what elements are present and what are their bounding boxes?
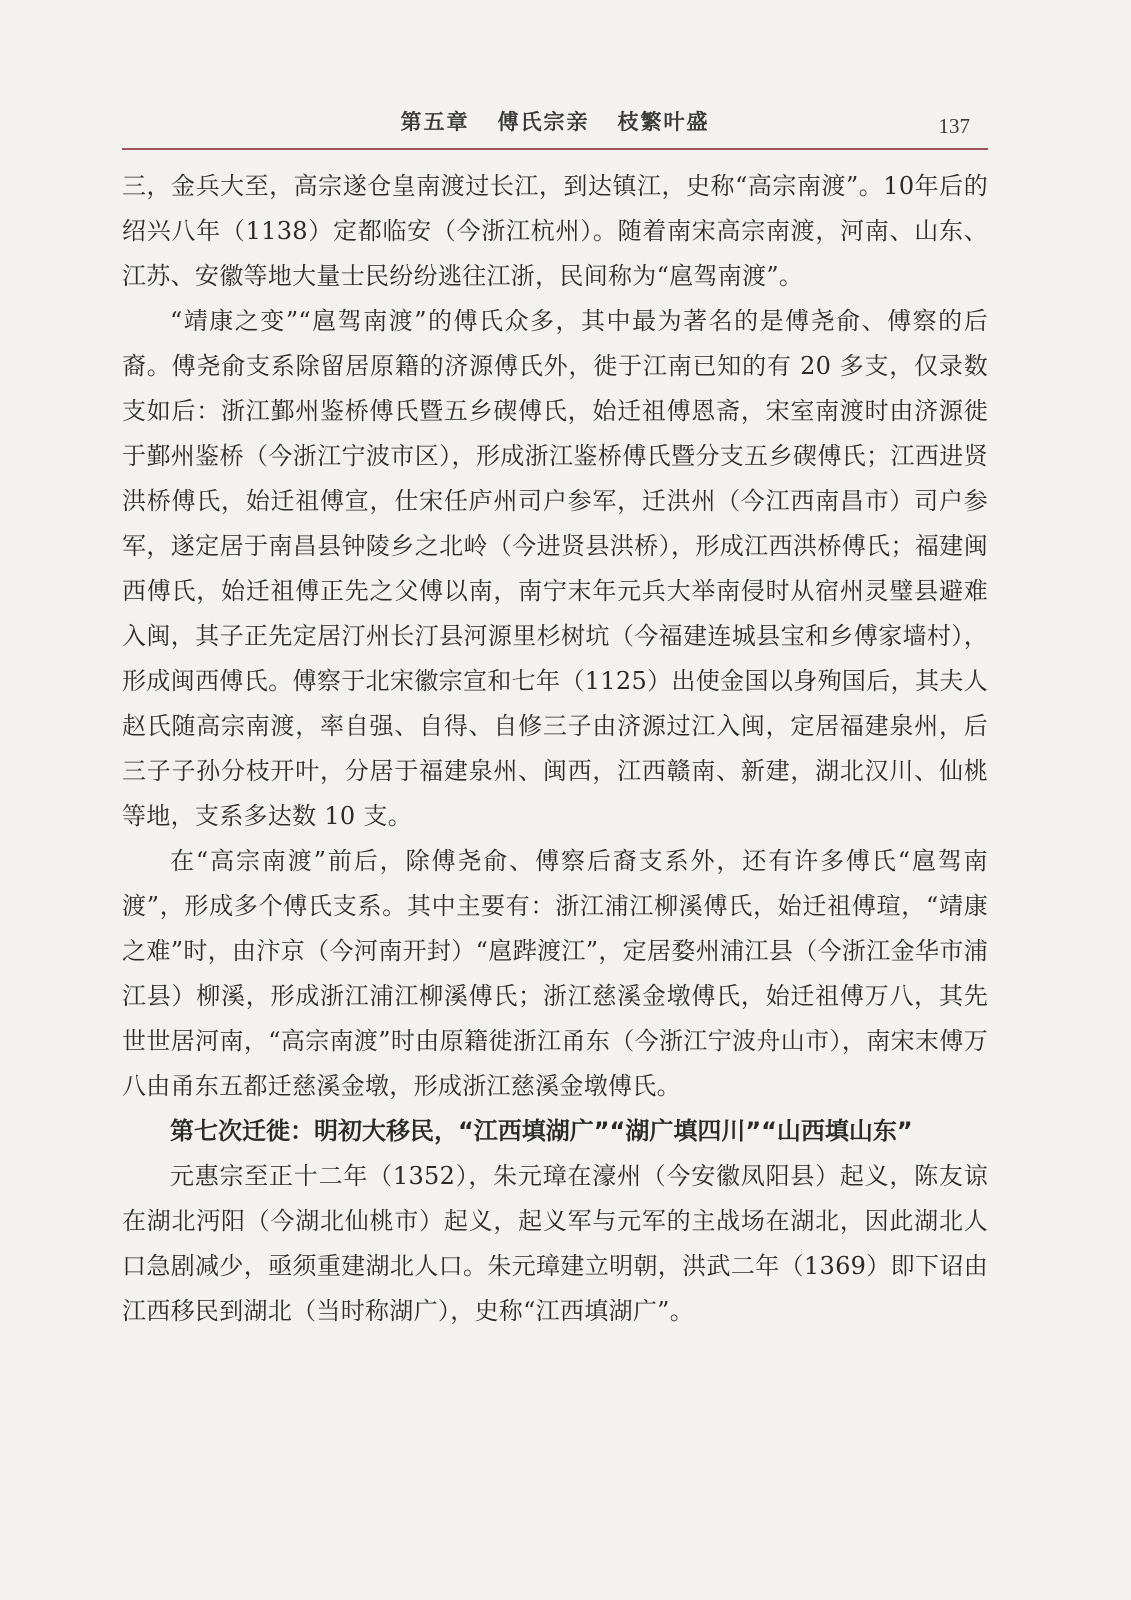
page-number: 137 — [938, 114, 970, 138]
running-head — [122, 106, 988, 136]
chapter-title-part1: 傅氏宗亲 — [497, 110, 590, 134]
paragraph-southern-crossing: 在“高宗南渡”前后，除傅尧俞、傅察后裔支系外，还有许多傅氏“扈驾南渡”，形成多个傅氏支系。其中主要有：浙江浦江柳溪傅氏，始迁祖傅瑄，“靖康之难”时，由汴京（今河南开封）“扈跸渡江”，定居婺州浦江县（今浙江金华市浦江县）柳溪，形成浙江浦江柳溪傅氏；浙江慈溪金墩傅氏，始迁祖傅万八，其先世世居河南，“高宗南渡”时由原籍徙浙江甬东（今浙江宁波舟山市），南宋末傅万八由甬东五都迁慈溪金墩，形成浙江慈溪金墩傅氏。 — [122, 847, 988, 1100]
body-text — [122, 164, 988, 1334]
header-rule — [122, 148, 988, 150]
chapter-label: 第五章 — [400, 110, 470, 134]
paragraph-continued: 三，金兵大至，高宗遂仓皇南渡过长江，到达镇江，史称“高宗南渡”。10年后的绍兴八年（1138）定都临安（今浙江杭州）。随着南宋高宗南渡，河南、山东、江苏、安徽等地大量士民纷纷逃往江浙，民间称为“扈驾南渡”。 — [122, 172, 988, 290]
paragraph-fu-branches: “靖康之变”“扈驾南渡”的傅氏众多，其中最为著名的是傅尧俞、傅察的后裔。傅尧俞支系除留居原籍的济源傅氏外，徙于江南已知的有 20 多支，仅录数支如后：浙江鄞州鉴桥傅氏暨五乡碶傅氏，始迁祖傅恩斋，宋室南渡时由济源徙于鄞州鉴桥（今浙江宁波市区），形成浙江鉴桥傅氏暨分支五乡碶傅氏；江西进贤洪桥傅氏，始迁祖傅宣，仕宋任庐州司户参军，迁洪州（今江西南昌市）司户参军，遂定居于南昌县钟陵乡之北岭（今进贤县洪桥），形成江西洪桥傅氏；福建闽西傅氏，始迁祖傅正先之父傅以南，南宁末年元兵大举南侵时从宿州灵璧县避难入闽，其子正先定居汀州长汀县河源里杉树坑（今福建连城县宝和乡傅家墙村），形成闽西傅氏。傅察于北宋徽宗宣和七年（1125）出使金国以身殉国后，其夫人赵氏随高宗南渡，率自强、自得、自修三子由济源过江入闽，定居福建泉州，后三子子孙分枝开叶，分居于福建泉州、闽西，江西赣南、新建，湖北汉川、仙桃等地，支系多达数 10 支。 — [122, 307, 988, 830]
chapter-title-part2: 枝繁叶盛 — [617, 110, 710, 134]
page-header — [122, 100, 988, 152]
paragraph-ming-migration: 元惠宗至正十二年（1352），朱元璋在濠州（今安徽凤阳县）起义，陈友谅在湖北沔阳（今湖北仙桃市）起义，起义军与元军的主战场在湖北，因此湖北人口急剧减少，亟须重建湖北人口。朱元璋建立明朝，洪武二年（1369）即下诏由江西移民到湖北（当时称湖广），史称“江西填湖广”。 — [122, 1162, 988, 1325]
section-subhead: 第七次迁徙：明初大移民，“江西填湖广”“湖广填四川”“山西填山东” — [170, 1117, 913, 1145]
